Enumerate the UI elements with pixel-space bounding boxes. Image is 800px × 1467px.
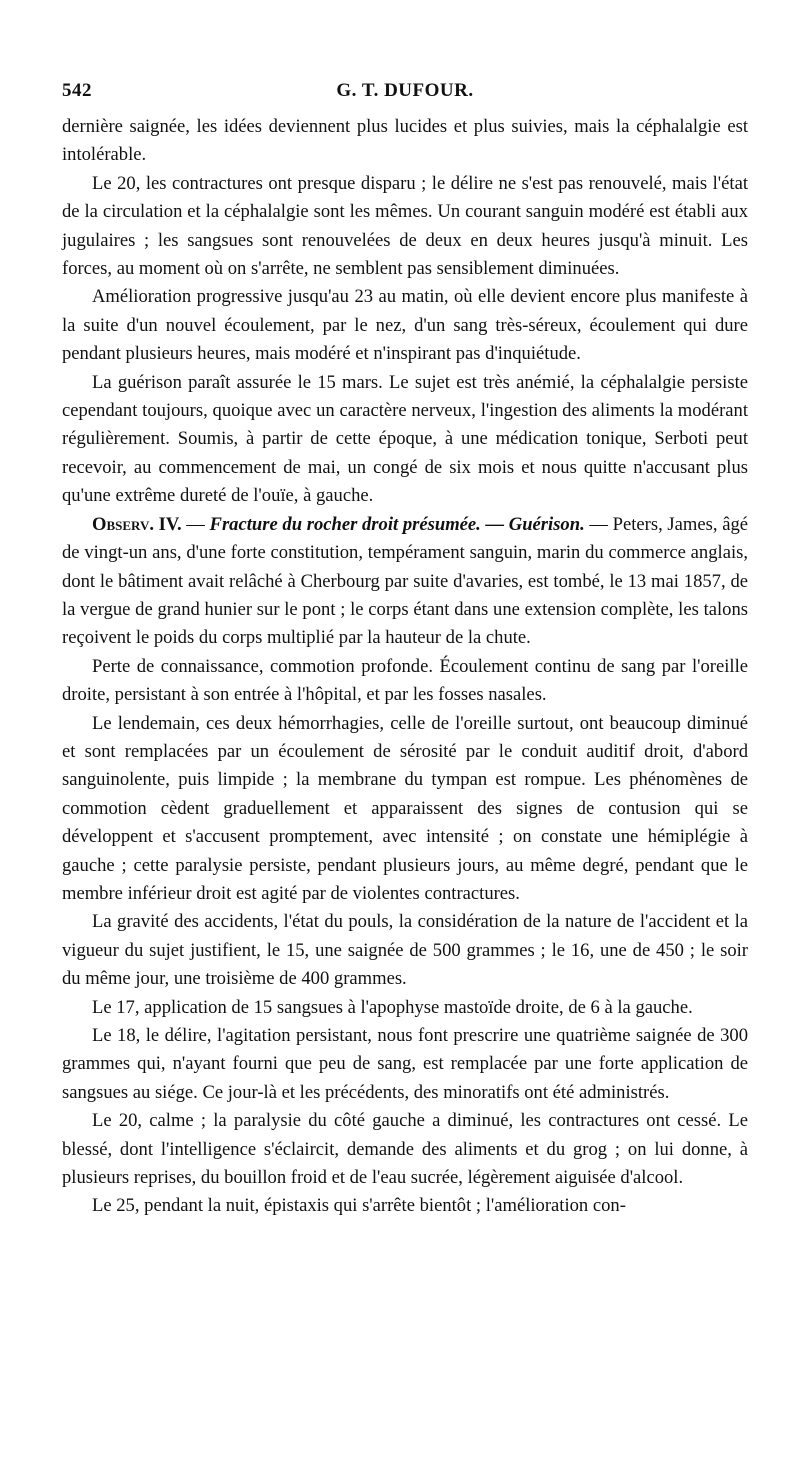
observation-text: — Peters, James, âgé de vingt-un ans, d'une forte constitution, tempérament sanguin, marin du commerce anglais, dont le bâtiment avait relâché à Cherbourg par suite d'avaries, est tombé, le 13 mai 1857, de la vergue de grand hunier sur le pont ; le corps étant dans une extension complète, les talons reçoivent le poids du corps multiplié par la hauteur de la chute. <box>62 513 748 649</box>
paragraph-continued: dernière saignée, les idées deviennent plus lucides et plus suivies, mais la céphalalgie est intolérable. <box>62 116 748 166</box>
page-body <box>62 113 748 1221</box>
observation-dash: — <box>181 513 210 535</box>
paragraph: Perte de connaissance, commotion profonde. Écoulement continu de sang par l'oreille droite, persistant à son entrée à l'hôpital, et par les fosses nasales. <box>62 655 748 706</box>
observation-paragraph <box>62 511 748 653</box>
paragraph: Le 20, calme ; la paralysie du côté gauche a diminué, les contractures ont cessé. Le blessé, dont l'intelligence s'éclaircit, demande des aliments et du grog ; on lui donne, à plusieurs reprises, du bouillon froid et de l'eau sucrée, légèrement aiguisée d'alcool. <box>62 1110 748 1189</box>
paragraph: Le 20, les contractures ont presque disparu ; le délire ne s'est pas renouvelé, mais l'état de la circulation et la céphalalgie sont les mêmes. Un courant sanguin modéré est établi aux jugulaires ; les sangsues sont renouvelées de deux en deux heures jusqu'à minuit. Les forces, au moment où on s'arrête, ne semblent pas sensiblement diminuées. <box>62 172 748 280</box>
running-title: G. T. DUFOUR. <box>336 80 474 101</box>
paragraph: Le 25, pendant la nuit, épistaxis qui s'arrête bientôt ; l'amélioration con- <box>92 1195 626 1217</box>
observation-title: Fracture du rocher droit présumée. — Guérison. <box>209 513 585 535</box>
observation-label: Observ. IV. <box>92 513 182 535</box>
paragraph: Le 17, application de 15 sangsues à l'apophyse mastoïde droite, de 6 à la gauche. <box>92 996 693 1018</box>
paragraph: La guérison paraît assurée le 15 mars. Le sujet est très anémié, la céphalalgie persiste cependant toujours, quoique avec un caractère nerveux, l'ingestion des aliments la modérant régulièrement. Soumis, à partir de cette époque, à une médication tonique, Serboti peut recevoir, au commencement de mai, un congé de six mois et nous quitte n'accusant plus qu'une extrême dureté de l'ouïe, à gauche. <box>62 371 748 507</box>
page-header <box>62 80 748 110</box>
paragraph: Le lendemain, ces deux hémorrhagies, celle de l'oreille surtout, ont beaucoup diminué et sont remplacées par un écoulement de sérosité par le conduit auditif droit, d'abord sanguinolente, puis limpide ; la membrane du tympan est rompue. Les phénomènes de commotion cèdent graduellement et apparaissent des signes de contusion qui se développent et s'accusent promptement, avec intensité ; on constate une hémiplégie à gauche ; cette paralysie persiste, pendant plusieurs jours, au même degré, pendant que le membre inférieur droit est agité par de violentes contractures. <box>62 712 748 904</box>
paragraph: Le 18, le délire, l'agitation persistant, nous font prescrire une quatrième saignée de 300 grammes qui, n'ayant fourni que peu de sang, est remplacée par une forte application de sangsues au siége. Ce jour-là et les précédents, des minoratifs ont été administrés. <box>62 1025 748 1103</box>
paragraph: La gravité des accidents, l'état du pouls, la considération de la nature de l'accident et la vigueur du sujet justifient, le 15, une saignée de 500 grammes ; le 16, une de 450 ; le soir du même jour, une troisième de 400 grammes. <box>62 911 748 990</box>
paragraph: Amélioration progressive jusqu'au 23 au matin, où elle devient encore plus manifeste à la suite d'un nouvel écoulement, par le nez, d'un sang très-séreux, écoulement qui dure pendant plusieurs heures, mais modéré et n'inspirant pas d'inquiétude. <box>62 286 748 365</box>
page-number: 542 <box>62 80 92 101</box>
